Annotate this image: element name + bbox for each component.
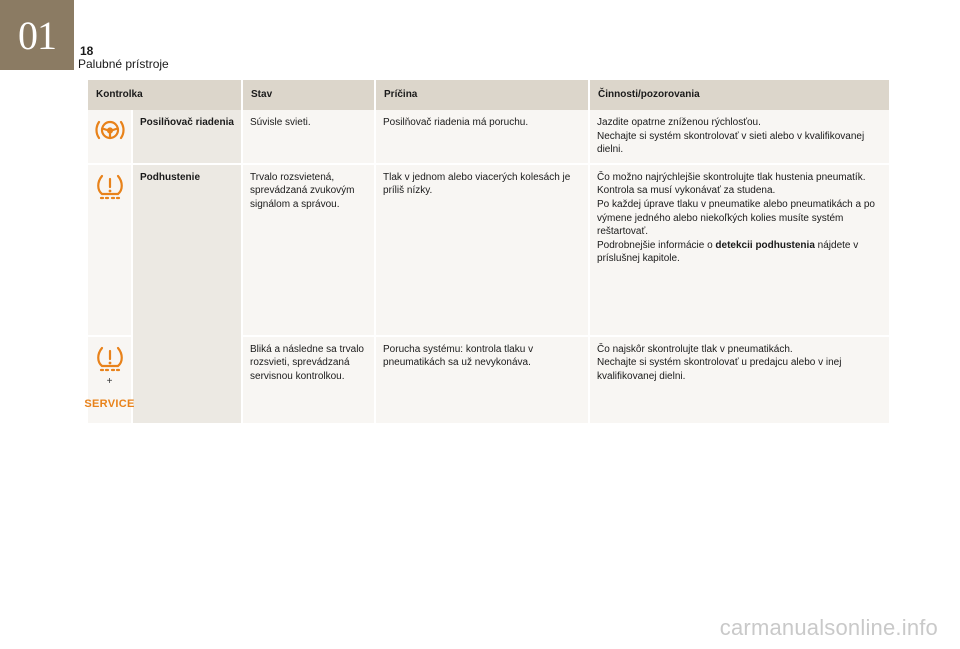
- warning-name: Posilňovač riadenia: [132, 110, 242, 164]
- action-line: Jazdite opatrne zníženou rýchlosťou.: [597, 117, 761, 128]
- state-cell: Trvalo rozsvietená, sprevádzaná zvukovým signálom a správou.: [242, 164, 375, 336]
- icon-cell: [88, 110, 132, 164]
- cause-cell: Posilňovač riadenia má poruchu.: [375, 110, 589, 164]
- action-line: Po každej úprave tlaku v pneumatike alebo pneumatikách a po výmene jedného alebo niekoľkých kolies musíte systém reštartovať.: [597, 198, 875, 238]
- column-header: Činnosti/pozorovania: [589, 80, 890, 110]
- actions-cell: [589, 110, 890, 164]
- action-line: Kontrola sa musí vykonávať za studena.: [597, 185, 776, 197]
- action-line: Nechajte si systém skontrolovať v sieti alebo v kvalifikovanej dielni.: [597, 130, 865, 156]
- state-cell: Súvisle svieti.: [242, 110, 375, 164]
- tyre-pressure-warning-icon: [95, 345, 125, 373]
- table-row: [88, 164, 890, 336]
- watermark: carmanualsonline.info: [719, 615, 938, 640]
- table-header-row: [88, 80, 890, 110]
- icon-cell: [88, 164, 132, 336]
- service-warning-icon: SERVICE: [84, 398, 135, 411]
- actions-cell: [589, 164, 890, 336]
- action-line: Nechajte si systém skontrolovať u predajcu alebo v inej kvalifikovanej dielni.: [597, 357, 842, 382]
- cause-cell: Porucha systému: kontrola tlaku v pneumatikách sa už nevykonáva.: [375, 336, 589, 424]
- power-steering-warning-icon: [95, 118, 125, 142]
- tyre-pressure-warning-icon: [95, 173, 125, 201]
- section-title: Palubné prístroje: [78, 57, 169, 71]
- page-number: 18: [80, 44, 94, 58]
- action-line: Čo možno najrýchlejšie skontrolujte tlak hustenia pneumatík.: [597, 171, 866, 183]
- state-cell: Bliká a následne sa trvalo rozsvieti, sprevádzaná servisnou kontrolkou.: [242, 336, 375, 424]
- icon-cell: [84, 336, 135, 424]
- plus-sign: +: [106, 375, 113, 387]
- column-header: Príčina: [375, 80, 589, 110]
- chapter-number: 01: [18, 12, 56, 58]
- warning-name: Podhustenie: [132, 164, 242, 424]
- actions-cell: [589, 336, 890, 424]
- chapter-reference: detekcii podhustenia: [715, 239, 815, 251]
- table-row: [88, 110, 890, 164]
- column-header: Stav: [242, 80, 375, 110]
- action-line: Čo najskôr skontrolujte tlak v pneumatikách.: [597, 343, 793, 355]
- warning-lights-table: [84, 80, 891, 425]
- chapter-tab: [0, 0, 74, 70]
- cause-cell: Tlak v jednom alebo viacerých kolesách je príliš nízky.: [375, 164, 589, 336]
- column-header: Kontrolka: [88, 80, 242, 110]
- action-line: Podrobnejšie informácie o detekcii podhustenia nájdete v príslušnej kapitole.: [597, 239, 859, 265]
